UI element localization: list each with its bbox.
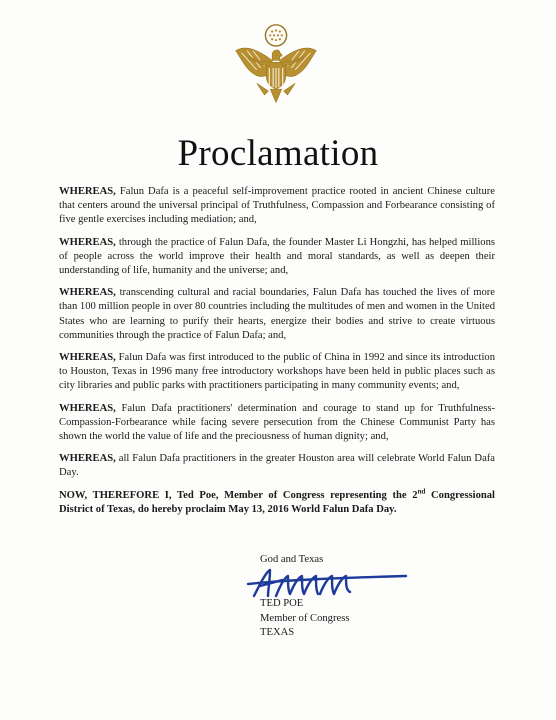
whereas-paragraph-2 xyxy=(59,236,495,279)
whereas-lead: WHEREAS, xyxy=(59,453,116,465)
proclamation-title: Proclamation xyxy=(177,133,379,174)
whereas-text: transcending cultural and racial boundaries, Falun Dafa has touched the lives of more than 100 million people in over 80 countries including the multitudes of men and women in the United States who are learning to purify their hearts, energize their bodies and strive to create virtuous communities through the practice of Falun Dafa; and, xyxy=(59,287,495,341)
proclamation-statement xyxy=(59,489,495,517)
whereas-paragraph-5 xyxy=(59,402,495,445)
whereas-paragraph-3 xyxy=(59,286,495,343)
statement-part-2: Congressional District of Texas, do hereby proclaim May 13, 2016 World Falun Dafa Day. xyxy=(59,489,495,515)
whereas-lead: WHEREAS, xyxy=(59,287,116,299)
whereas-paragraph-1 xyxy=(59,185,495,228)
proclamation-body xyxy=(59,185,495,528)
eagle-seal-icon xyxy=(228,20,324,116)
whereas-lead: WHEREAS, xyxy=(59,352,116,364)
whereas-text: Falun Dafa practitioners' determination and courage to stand up for Truthfulness-Compassion-Forbearance while facing severe persecution from the Chinese Communist Party has shown the world the value of life and the preciousness of human dignity; and, xyxy=(59,402,495,443)
whereas-lead: WHEREAS, xyxy=(59,236,116,248)
statement-part-1: NOW, THEREFORE I, Ted Poe, Member of Congress representing the 2 xyxy=(59,489,418,501)
statement-ordinal-suffix: nd xyxy=(417,487,426,496)
whereas-text: Falun Dafa is a peaceful self-improvement practice rooted in ancient Chinese culture that centers around the universal principal of Truthfulness, Compassion and Forbearance consisting of five gentle exercises including mediation; and, xyxy=(59,186,495,226)
signer-block xyxy=(260,597,349,641)
whereas-text: through the practice of Falun Dafa, the founder Master Li Hongzhi, has helped millions of people across the world improve their health and moral standards, as well as deepen their understanding of life, humanity and the universe; and, xyxy=(59,236,495,277)
whereas-lead: WHEREAS, xyxy=(59,402,116,414)
whereas-text: Falun Dafa was first introduced to the public of China in 1992 and since its introduction to Houston, Texas in 1996 many free introductory workshops have been held in public places such as city libraries and public parks with practitioners participating in many community events; and, xyxy=(59,352,495,392)
signer-title: Member of Congress xyxy=(260,612,350,624)
signer-name: TED POE xyxy=(260,598,304,609)
whereas-paragraph-4 xyxy=(59,351,495,394)
whereas-text: all Falun Dafa practitioners in the greater Houston area will celebrate World Falun Dafa Day. xyxy=(59,453,495,479)
whereas-lead: WHEREAS, xyxy=(59,186,116,197)
whereas-paragraph-6 xyxy=(59,452,495,480)
closing-line: God and Texas xyxy=(260,554,324,565)
signer-state: TEXAS xyxy=(260,627,295,639)
